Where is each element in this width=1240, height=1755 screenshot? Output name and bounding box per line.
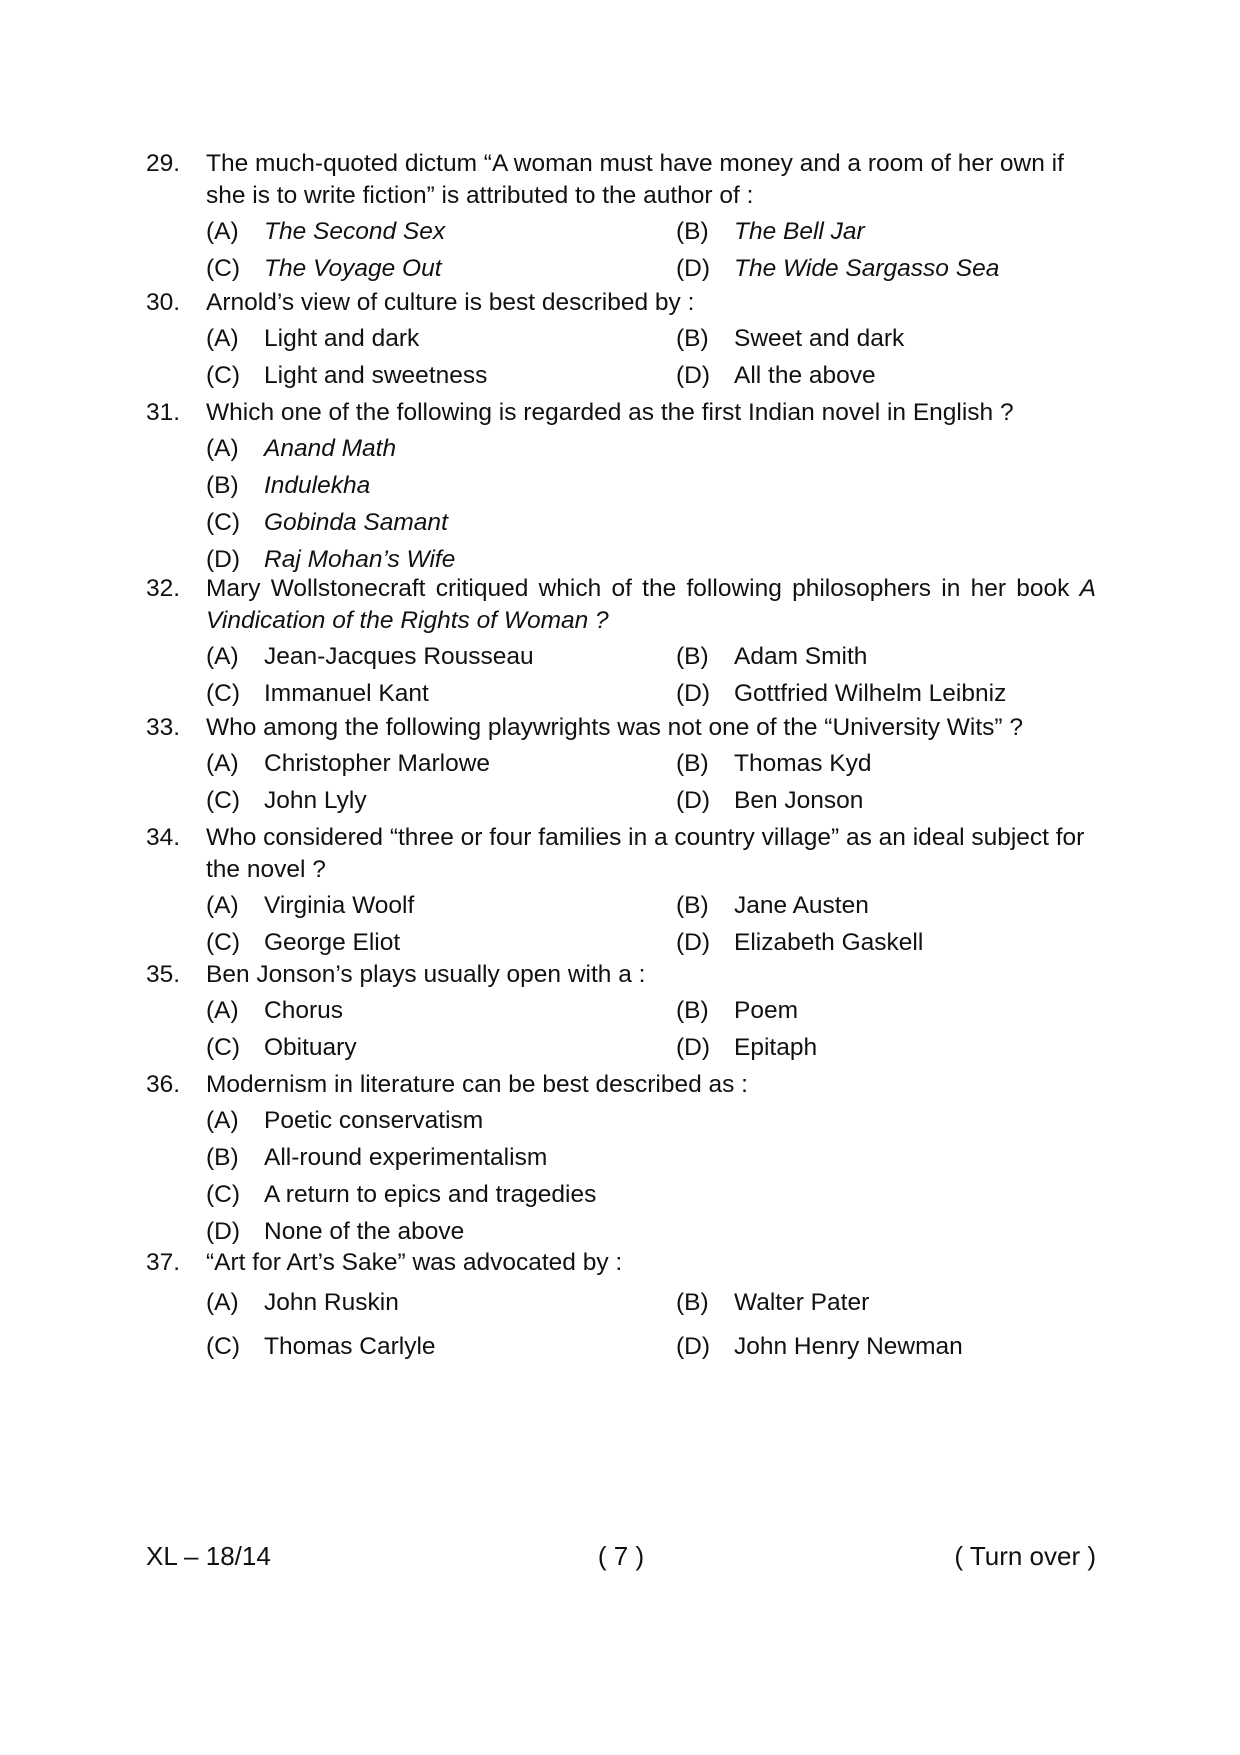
option-d — [676, 785, 1076, 817]
option-label: (D) — [676, 1034, 711, 1061]
option-label: (B) — [676, 892, 709, 919]
option-label: (D) — [676, 929, 711, 956]
option-c — [206, 360, 676, 392]
options — [206, 1105, 1096, 1248]
option-b — [676, 641, 1076, 673]
question-37 — [146, 1247, 1096, 1363]
question-stem: The much-quoted dictum “A woman must have money and a room of her own if she is to write fiction” is attributed to the author of : — [206, 150, 1064, 209]
question-stem: Ben Jonson’s plays usually open with a : — [206, 961, 646, 988]
option-text: Virginia Woolf — [264, 892, 415, 919]
option-label: (D) — [676, 362, 711, 389]
option-b — [676, 890, 1076, 922]
turn-over-note: ( Turn over ) — [954, 1541, 1096, 1571]
option-d — [676, 927, 1076, 959]
option-label: (C) — [206, 255, 241, 282]
option-d — [676, 253, 1076, 285]
option-a — [206, 216, 676, 248]
option-d — [676, 678, 1076, 710]
option-text: John Lyly — [264, 787, 367, 814]
option-text: Jane Austen — [734, 892, 869, 919]
option-text: Raj Mohan’s Wife — [264, 546, 456, 573]
option-label: (B) — [206, 472, 239, 499]
option-text: All-round experimentalism — [264, 1144, 548, 1171]
options — [206, 995, 1096, 1064]
option-label: (C) — [206, 1181, 241, 1208]
option-b — [206, 470, 806, 502]
option-c — [206, 678, 676, 710]
options — [206, 890, 1096, 959]
question-35 — [146, 959, 1096, 1064]
option-text: Ben Jonson — [734, 787, 864, 814]
question-number: 37. — [146, 1249, 181, 1276]
option-text: Immanuel Kant — [264, 680, 429, 707]
option-label: (A) — [206, 435, 239, 462]
option-text: The Voyage Out — [264, 255, 442, 282]
option-c — [206, 785, 676, 817]
option-c — [206, 927, 676, 959]
option-label: (A) — [206, 750, 239, 777]
options — [206, 1287, 1096, 1363]
option-a — [206, 748, 676, 780]
question-32 — [146, 573, 1096, 710]
option-a — [206, 323, 676, 355]
option-c — [206, 1179, 806, 1211]
question-stem — [206, 573, 1096, 637]
question-number: 31. — [146, 399, 181, 426]
option-text: John Ruskin — [264, 1289, 399, 1316]
question-33 — [146, 712, 1096, 817]
option-label: (D) — [206, 1218, 241, 1245]
page-number: ( 7 ) — [597, 1541, 645, 1571]
question-stem: Arnold’s view of culture is best described by : — [206, 289, 695, 316]
question-number: 30. — [146, 289, 181, 316]
option-text: Thomas Kyd — [734, 750, 872, 777]
option-b — [676, 323, 1076, 355]
question-stem: Who considered “three or four families in a country village” as an ideal subject for the novel ? — [206, 824, 1085, 883]
options — [206, 216, 1096, 285]
option-label: (C) — [206, 787, 241, 814]
option-text: None of the above — [264, 1218, 465, 1245]
option-label: (C) — [206, 509, 241, 536]
option-d — [206, 1216, 806, 1248]
option-a — [206, 995, 676, 1027]
option-text: The Wide Sargasso Sea — [734, 255, 1000, 282]
option-d — [676, 1331, 1076, 1363]
option-label: (C) — [206, 929, 241, 956]
option-a — [206, 641, 676, 673]
question-number: 33. — [146, 714, 181, 741]
options — [206, 748, 1096, 817]
option-text: John Henry Newman — [734, 1333, 963, 1360]
question-number: 29. — [146, 150, 181, 177]
option-c — [206, 507, 806, 539]
question-36 — [146, 1069, 1096, 1248]
option-label: (A) — [206, 1289, 239, 1316]
option-label: (C) — [206, 362, 241, 389]
option-a — [206, 1105, 806, 1137]
option-label: (B) — [676, 643, 709, 670]
option-text: Obituary — [264, 1034, 357, 1061]
options — [206, 641, 1096, 710]
option-label: (B) — [676, 750, 709, 777]
option-label: (B) — [206, 1144, 239, 1171]
question-number: 32. — [146, 575, 181, 602]
option-text: Jean-Jacques Rousseau — [264, 643, 534, 670]
option-label: (C) — [206, 1034, 241, 1061]
option-d — [676, 360, 1076, 392]
option-text: The Second Sex — [264, 218, 446, 245]
question-30 — [146, 287, 1096, 392]
question-stem: Modernism in literature can be best described as : — [206, 1071, 748, 1098]
option-c — [206, 1331, 676, 1363]
option-label: (B) — [676, 997, 709, 1024]
option-text: Light and sweetness — [264, 362, 488, 389]
option-text: Epitaph — [734, 1034, 818, 1061]
question-number: 35. — [146, 961, 181, 988]
option-d — [676, 1032, 1076, 1064]
question-number: 36. — [146, 1071, 181, 1098]
option-a — [206, 433, 806, 465]
option-label: (A) — [206, 892, 239, 919]
option-label: (B) — [676, 1289, 709, 1316]
option-text: Sweet and dark — [734, 325, 905, 352]
option-a — [206, 1287, 676, 1319]
option-b — [676, 216, 1076, 248]
option-text: Gottfried Wilhelm Leibniz — [734, 680, 1007, 707]
option-label: (A) — [206, 997, 239, 1024]
option-text: Indulekha — [264, 472, 371, 499]
option-c — [206, 253, 676, 285]
option-label: (A) — [206, 1107, 239, 1134]
option-text: Elizabeth Gaskell — [734, 929, 924, 956]
option-text: Anand Math — [264, 435, 397, 462]
option-text: Chorus — [264, 997, 343, 1024]
option-label: (D) — [206, 546, 241, 573]
option-b — [676, 995, 1076, 1027]
option-text: Thomas Carlyle — [264, 1333, 436, 1360]
question-stem: “Art for Art’s Sake” was advocated by : — [206, 1249, 623, 1276]
question-number: 34. — [146, 824, 181, 851]
option-label: (D) — [676, 255, 711, 282]
option-label: (A) — [206, 218, 239, 245]
option-text: Poem — [734, 997, 799, 1024]
paper-code: XL – 18/14 — [146, 1541, 271, 1571]
option-b — [676, 1287, 1076, 1319]
option-label: (C) — [206, 1333, 241, 1360]
option-b — [206, 1142, 806, 1174]
option-label: (A) — [206, 643, 239, 670]
option-a — [206, 890, 676, 922]
option-d — [206, 544, 806, 576]
option-text: George Eliot — [264, 929, 401, 956]
option-label: (D) — [676, 787, 711, 814]
options — [206, 433, 1096, 576]
option-label: (B) — [676, 218, 709, 245]
option-text: Christopher Marlowe — [264, 750, 491, 777]
option-text: Poetic conservatism — [264, 1107, 484, 1134]
option-text: Light and dark — [264, 325, 420, 352]
option-text: All the above — [734, 362, 876, 389]
question-stem: Which one of the following is regarded as the first Indian novel in English ? — [206, 399, 1014, 426]
option-label: (C) — [206, 680, 241, 707]
stem-text: Mary Wollstonecraft critiqued which of the following philosophers in her book — [206, 575, 1080, 602]
option-b — [676, 748, 1076, 780]
option-text: A return to epics and tragedies — [264, 1181, 597, 1208]
question-stem: Who among the following playwrights was not one of the “University Wits” ? — [206, 714, 1024, 741]
option-text: Gobinda Samant — [264, 509, 448, 536]
question-31 — [146, 397, 1096, 576]
question-34 — [146, 822, 1096, 959]
options — [206, 323, 1096, 392]
option-text: Walter Pater — [734, 1289, 870, 1316]
option-label: (D) — [676, 680, 711, 707]
option-c — [206, 1032, 676, 1064]
option-label: (D) — [676, 1333, 711, 1360]
option-label: (B) — [676, 325, 709, 352]
option-label: (A) — [206, 325, 239, 352]
question-29 — [146, 148, 1096, 285]
option-text: Adam Smith — [734, 643, 868, 670]
book-title: A Vindication of the Rights of Woman ? — [206, 575, 1096, 634]
option-text: The Bell Jar — [734, 218, 865, 245]
